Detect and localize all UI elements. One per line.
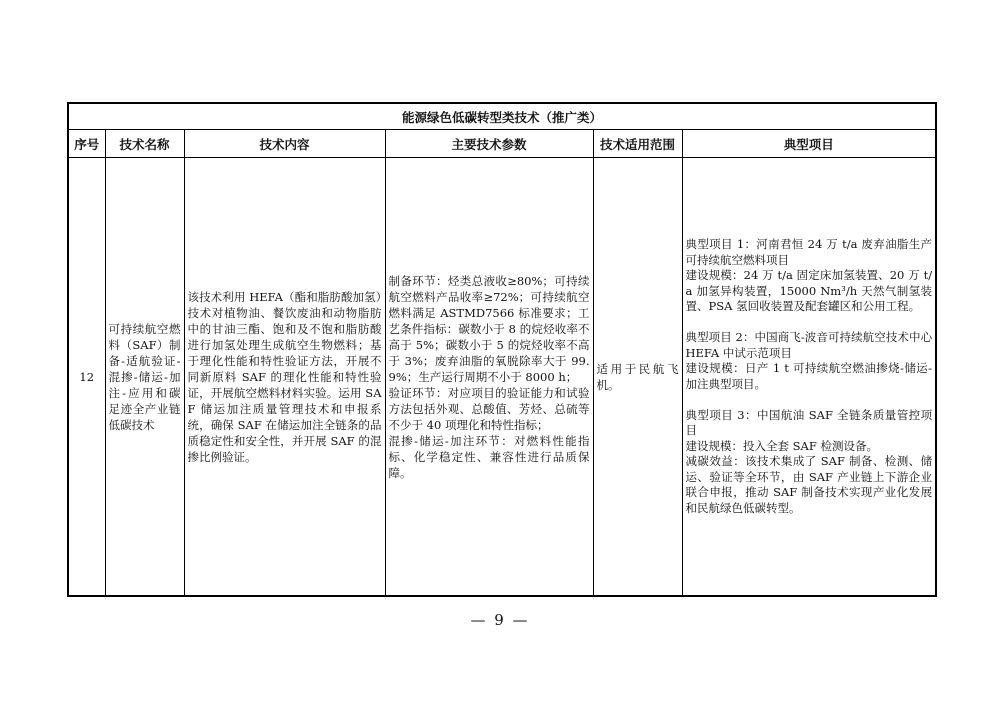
row-tech-name-cell xyxy=(105,158,184,597)
table-row xyxy=(68,158,936,597)
row-serial-number: 12 xyxy=(68,158,105,597)
page-number: — 9 — xyxy=(470,611,530,629)
row-scope-cell xyxy=(593,158,682,597)
row-scope: 适用于民航飞机。 xyxy=(596,361,679,392)
table-title: 能源绿色低碳转型类技术（推广类） xyxy=(68,103,936,130)
row-typical-projects: 典型项目 1：河南君恒 24 万 t/a 废弃油脂生产可持续航空燃料项目 建设规模：24 万 t/a 固定床加氢装置、20 万 t/a 加氢异构装置，15000 Nm³/h 天然气制氢装置、PSA 氢回收装置及配套罐区和公用工程。 典型项目 2：中国商飞-波音可持续航空技术中心 HEFA 中试示范项目 建设规模：日产 1 t 可持续航空燃油掺烧-储运-加注典型项目。 典型项目 3：中国航油 SAF 全链条质量管控项目 建设规模：投入全套 SAF 检测设备。 减碳效益：该技术集成了 SAF 制备、检测、储运、验证等全环节，由 SAF 产业链上下游企业联合申报，推动 SAF 制备技术实现产业化发展和民航绿色低碳转型。 xyxy=(685,237,933,515)
row-tech-content: 该技术利用 HEFA（酯和脂肪酸加氢）技术对植物油、餐饮废油和动物脂肪中的甘油三酯、饱和及不饱和脂肪酸进行加氢处理生成航空生物燃料；基于理化性能和特性验证方法，开展不同新原料 SAF 的理化性能和特性验证，开展航空燃料材料实验。运用 SAF 储运加注质量管理技术和申报系统，确保 SAF 在储运加注全链条的品质稳定性和安全性，并开展 SAF 的混掺比例验证。 xyxy=(187,289,382,464)
technology-table xyxy=(67,102,937,597)
row-tech-content-cell xyxy=(184,158,385,597)
header-tech-content: 技术内容 xyxy=(184,130,385,158)
header-serial-number: 序号 xyxy=(68,130,105,158)
row-tech-name: 可持续航空燃料（SAF）制备-适航验证-混掺-储运-加注-应用和碳足迹全产业链低碳技术 xyxy=(108,321,181,432)
header-scope: 技术适用范围 xyxy=(593,130,682,158)
row-main-params-cell xyxy=(385,158,593,597)
header-tech-name: 技术名称 xyxy=(105,130,184,158)
header-main-params: 主要技术参数 xyxy=(385,130,593,158)
row-typical-projects-cell xyxy=(682,158,936,597)
header-row xyxy=(68,130,936,158)
header-typical-projects: 典型项目 xyxy=(682,130,936,158)
row-main-params: 制备环节：烃类总液收≥80%；可持续航空燃料产品收率≥72%；可持续航空燃料满足 ASTMD7566 标准要求；工艺条件指标：碳数小于 8 的烷烃收率不高于 5%；碳数小于 5 的烷烃收率不高于 3%；废弃油脂的氧脱除率大于 99.9%；生产运行周期不小于 8000 h； 验证环节：对应项目的验证能力和试验方法包括外观、总酸值、芳烃、总硫等不少于 40 项理化和特性指标； 混掺-储运-加注环节：对燃料性能指标、化学稳定性、兼容性进行品质保障。 xyxy=(388,273,590,480)
